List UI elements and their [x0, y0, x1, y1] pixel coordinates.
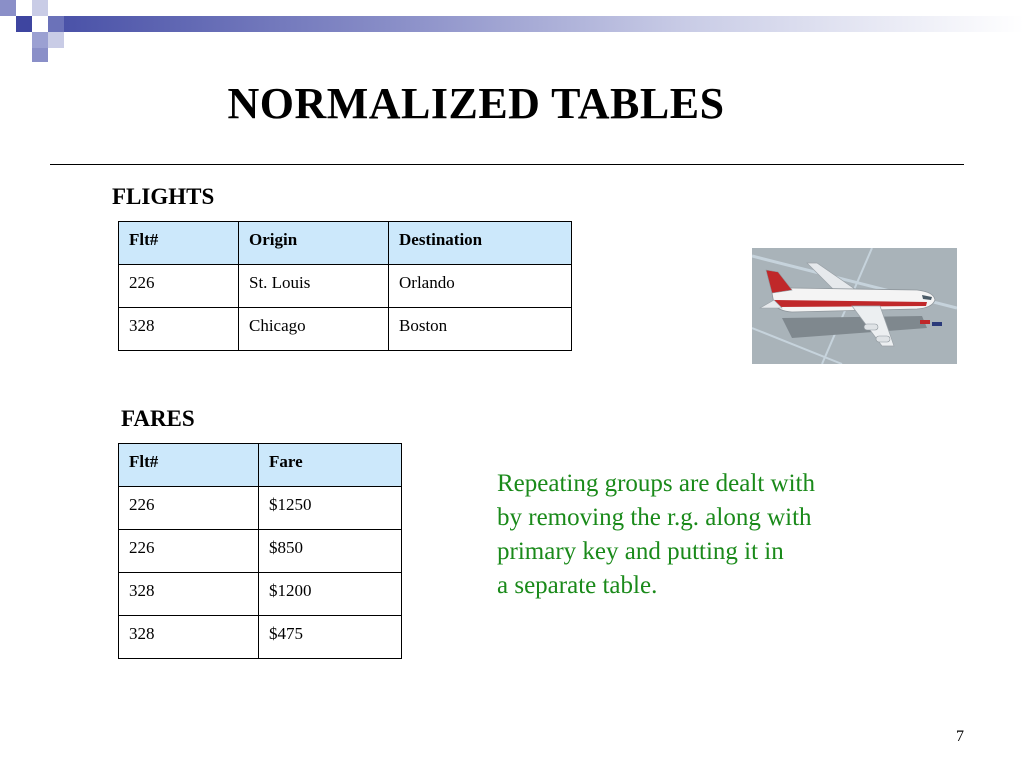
table-header-row	[119, 444, 402, 487]
airplane-icon	[752, 248, 957, 364]
table-cell: $1250	[259, 487, 402, 530]
table-cell: 328	[119, 573, 259, 616]
header-square	[0, 0, 16, 16]
table-cell: $475	[259, 616, 402, 659]
column-header: Destination	[389, 222, 572, 265]
header-gradient-bar	[62, 16, 1024, 32]
flights-label: FLIGHTS	[112, 184, 215, 209]
table-cell: St. Louis	[239, 265, 389, 308]
explanation-note	[497, 467, 887, 603]
table-cell: Chicago	[239, 308, 389, 351]
column-header: Flt#	[119, 444, 259, 487]
table-row	[119, 265, 572, 308]
table-row	[119, 308, 572, 351]
table-row	[119, 573, 402, 616]
header-square	[16, 16, 32, 32]
page-number: 7	[956, 728, 964, 745]
fares-table	[118, 443, 402, 659]
column-header: Fare	[259, 444, 402, 487]
table-row	[119, 487, 402, 530]
table-cell: $850	[259, 530, 402, 573]
slide-title: NORMALIZED TABLES	[227, 79, 725, 128]
fares-label: FARES	[121, 406, 195, 431]
header-square	[32, 0, 48, 16]
table-cell: Orlando	[389, 265, 572, 308]
note-line: a separate table.	[497, 572, 658, 599]
column-header: Origin	[239, 222, 389, 265]
title-divider	[50, 164, 964, 165]
airplane-illustration	[752, 248, 957, 364]
note-line: Repeating groups are dealt with	[497, 470, 815, 497]
table-cell: 226	[119, 265, 239, 308]
table-cell: 328	[119, 308, 239, 351]
header-square	[32, 32, 48, 48]
header-square	[48, 16, 64, 32]
table-header-row	[119, 222, 572, 265]
note-line: by removing the r.g. along with	[497, 504, 812, 531]
table-cell: Boston	[389, 308, 572, 351]
column-header: Flt#	[119, 222, 239, 265]
table-row	[119, 530, 402, 573]
table-row	[119, 616, 402, 659]
table-cell: $1200	[259, 573, 402, 616]
note-line: primary key and putting it in	[497, 538, 784, 565]
table-cell: 328	[119, 616, 259, 659]
flights-table	[118, 221, 572, 351]
table-cell: 226	[119, 530, 259, 573]
table-cell: 226	[119, 487, 259, 530]
header-square	[32, 48, 48, 62]
header-decoration	[0, 0, 1024, 62]
header-square	[48, 32, 64, 48]
